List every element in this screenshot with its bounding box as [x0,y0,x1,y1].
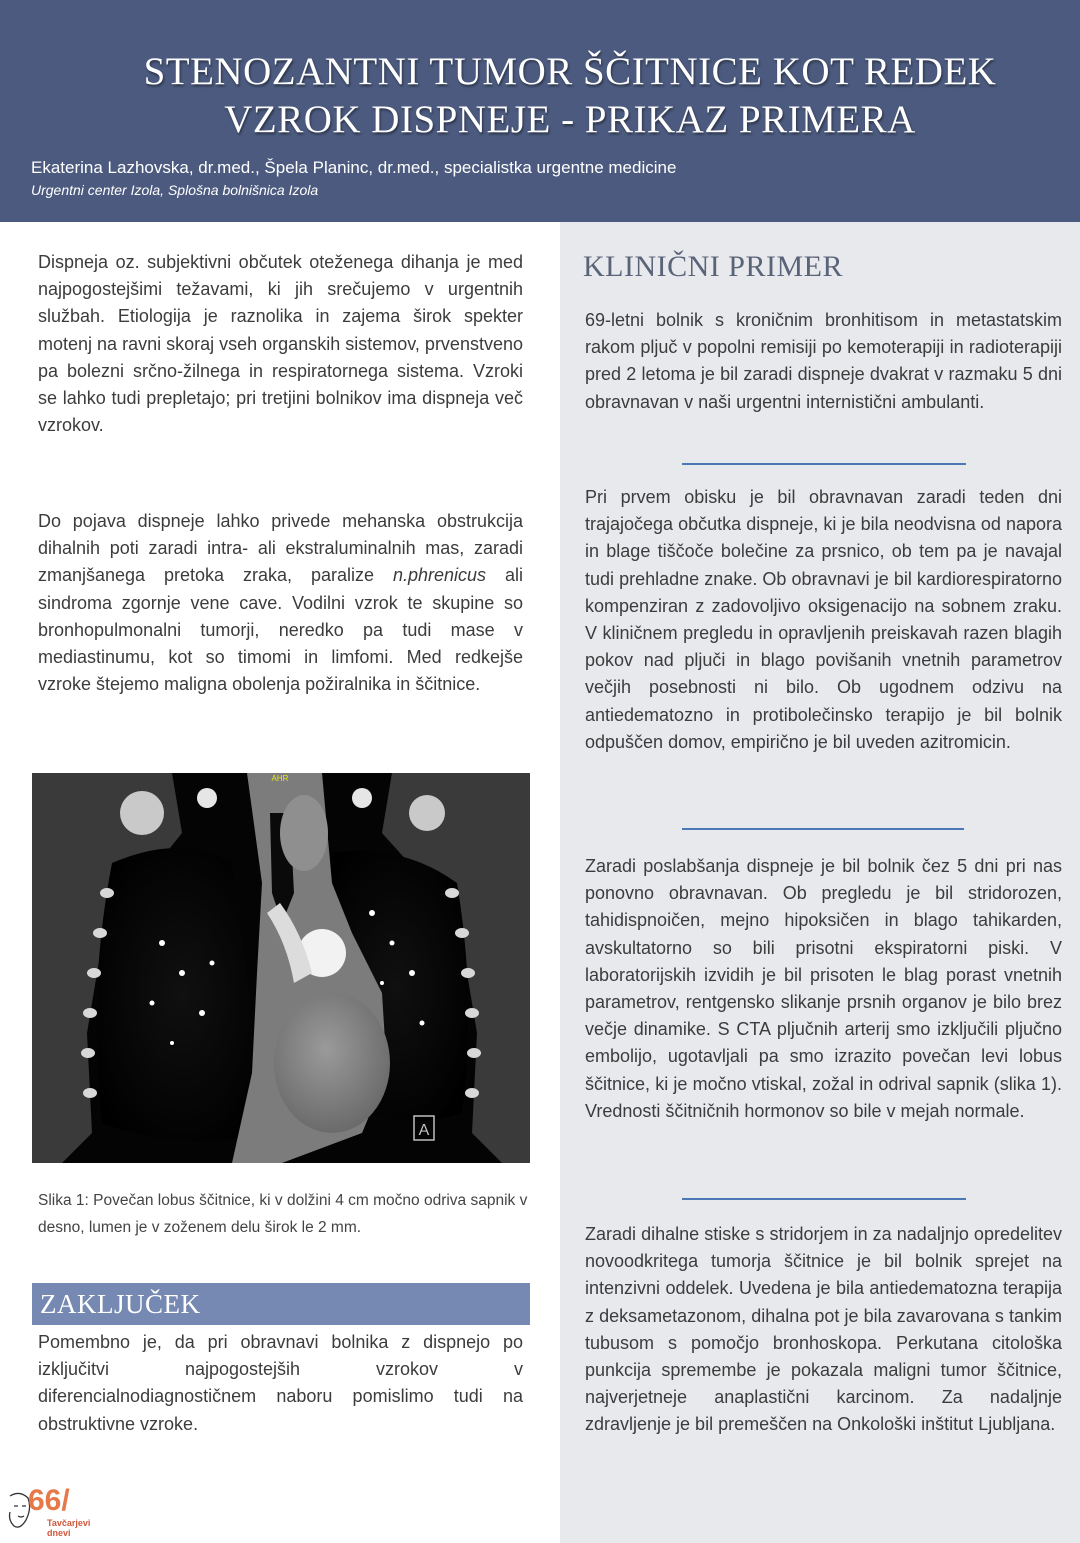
affiliation: Urgentni center Izola, Splošna bolnišnica Izola [31,182,319,198]
conference-logo [4,1484,114,1540]
ct-top-marker: AHR [271,774,289,783]
intro-p2-text-a: Do pojava dispneje lahko privede mehanska obstrukcija dihalnih poti zaradi intra- ali ekstraluminalnih mas, zaradi zmanjšanega pretoka zraka, paralize [38,511,523,586]
conclusion-header-bar [32,1283,530,1325]
poster-title [60,48,1080,144]
case-paragraph-1: 69-letni bolnik s kroničnim bronhitisom in metastatskim rakom pljuč v popolni remisiji po kemoterapiji in radioterapiji pred 2 letoma je bil zaradi dispneje dvakrat v razmaku 5 dni obravnavan v naši urgentni internistični ambulanti. [585,310,1062,412]
header-banner [0,0,1080,222]
logo-text-line-1: Tavčarjevi [47,1518,91,1528]
intro-paragraph-1: Dispneja oz. subjektivni občutek oteženega dihanja je med najpogostejšimi težavami, ki jih srečujemo v urgentnih službah. Etiologija je raznolika in zajema širok spekter motenj na ravni skoraj vseh organskih sistemov, prvenstveno pa bolezni srčno-žilnega in respiratornega sistema. Vzroki se lahko tudi prepletajo; pri tretjini bolnikov ima dispneja več vzrokov. [38,252,523,436]
logo-number: 66/ [28,1484,70,1517]
section-divider [682,1198,966,1200]
logo-text-line-2: dnevi [47,1528,71,1538]
conclusion-text: Pomembno je, da pri obravnavi bolnika z dispnejo po izključitvi najpogostejših vzrokov v diferencialnodiagnostičnem naboru pomislimo tudi na obstruktivne vzroke. [38,1332,523,1434]
case-section-title: KLINIČNI PRIMER [583,250,843,283]
ct-scan-drawing [32,773,530,1163]
ct-corner-marker: A [418,1122,430,1139]
conclusion-title: ZAKLJUČEK [40,1289,201,1319]
title-line-2: VZROK DISPNEJE - PRIKAZ PRIMERA [224,98,916,141]
logo-text [47,1518,90,1538]
section-divider [682,828,964,830]
figure-caption: Slika 1: Povečan lobus ščitnice, ki v dolžini 4 cm močno odriva sapnik v desno, lumen je v zoženem delu širok le 2 mm. [38,1192,528,1236]
case-paragraph-2: Pri prvem obisku je bil obravnavan zaradi teden dni trajajočega občutka dispneje, ki je bila neodvisna od napora in blage tiščoče bolečine za prsnico, ob tem pa je navajal tudi prehladne znake. Ob obravnavi je bil kardiorespiratorno kompenziran z zadovoljivo oksigenacijo na sobnem zraku. V kliničnem pregledu in opravljenih preiskavah razen blagih pokov nad pljuči in blago povišanih vnetnih parametrov večjih posebnosti ni bilo. Ob ugodnem odzivu na antiedematozno in protibolečinsko terapijo je bil bolnik odpuščen domov, empirično je bil uveden azitromicin. [585,487,1062,752]
authors: Ekaterina Lazhovska, dr.med., Špela Planinc, dr.med., specialistka urgentne medicine [31,158,677,177]
title-line-1: STENOZANTNI TUMOR ŠČITNICE KOT REDEK [143,50,997,93]
case-paragraph-4: Zaradi dihalne stiske s stridorjem in za nadaljnjo opredelitev novoodkritega tumorja ščitnice je bil bolnik sprejet na intenzivni oddelek. Uvedena je bila antiedematozna terapija z deksametazonom, dihalna pot je bila zavarovana s tankim tubusom s pomočjo bronhoskopa. Perkutana citološka punkcija spremembe je pokazala maligni tumor ščitnice, najverjetneje anaplastični karcinom. Za nadaljnje zdravljenje je bil premeščen na Onkološki inštitut Ljubljana. [585,1224,1062,1435]
intro-paragraph-2 [38,508,523,698]
intro-p2-italic: n.phrenicus [392,565,487,586]
case-paragraph-3: Zaradi poslabšanja dispneje je bil bolnik čez 5 dni pri nas ponovno obravnavan. Ob pregledu je bil stridorozen, tahidispnoičen, mejno hipoksičen in blago tahikarden, avskultatorno so bili prisotni ekspiratorni piski. V laboratorijskih izvidih je bil prisoten le blag porast vnetnih parametrov, rentgensko slikanje prsnih organov je bilo brez večje dinamike. S CTA pljučnih arterij smo izključili pljučno embolijo, ugotavljali pa smo izrazito povečan levi lobus ščitnice, ki je močno vtiskal, zožal in odrival sapnik (slika 1). Vrednosti ščitničnih hormonov so bile v mejah normale. [585,856,1062,1121]
ct-scan-image [32,773,530,1163]
section-divider [682,463,966,465]
intro-p2-text-b: ali sindroma zgornje vene cave. Vodilni vzrok te skupine so bronhopulmonalni tumorji, neredko pa tudi mase v mediastinumu, kot so timomi in limfomi. Med redkejše vzroke štejemo maligna obolenja požiralnika in ščitnice. [38,565,523,695]
